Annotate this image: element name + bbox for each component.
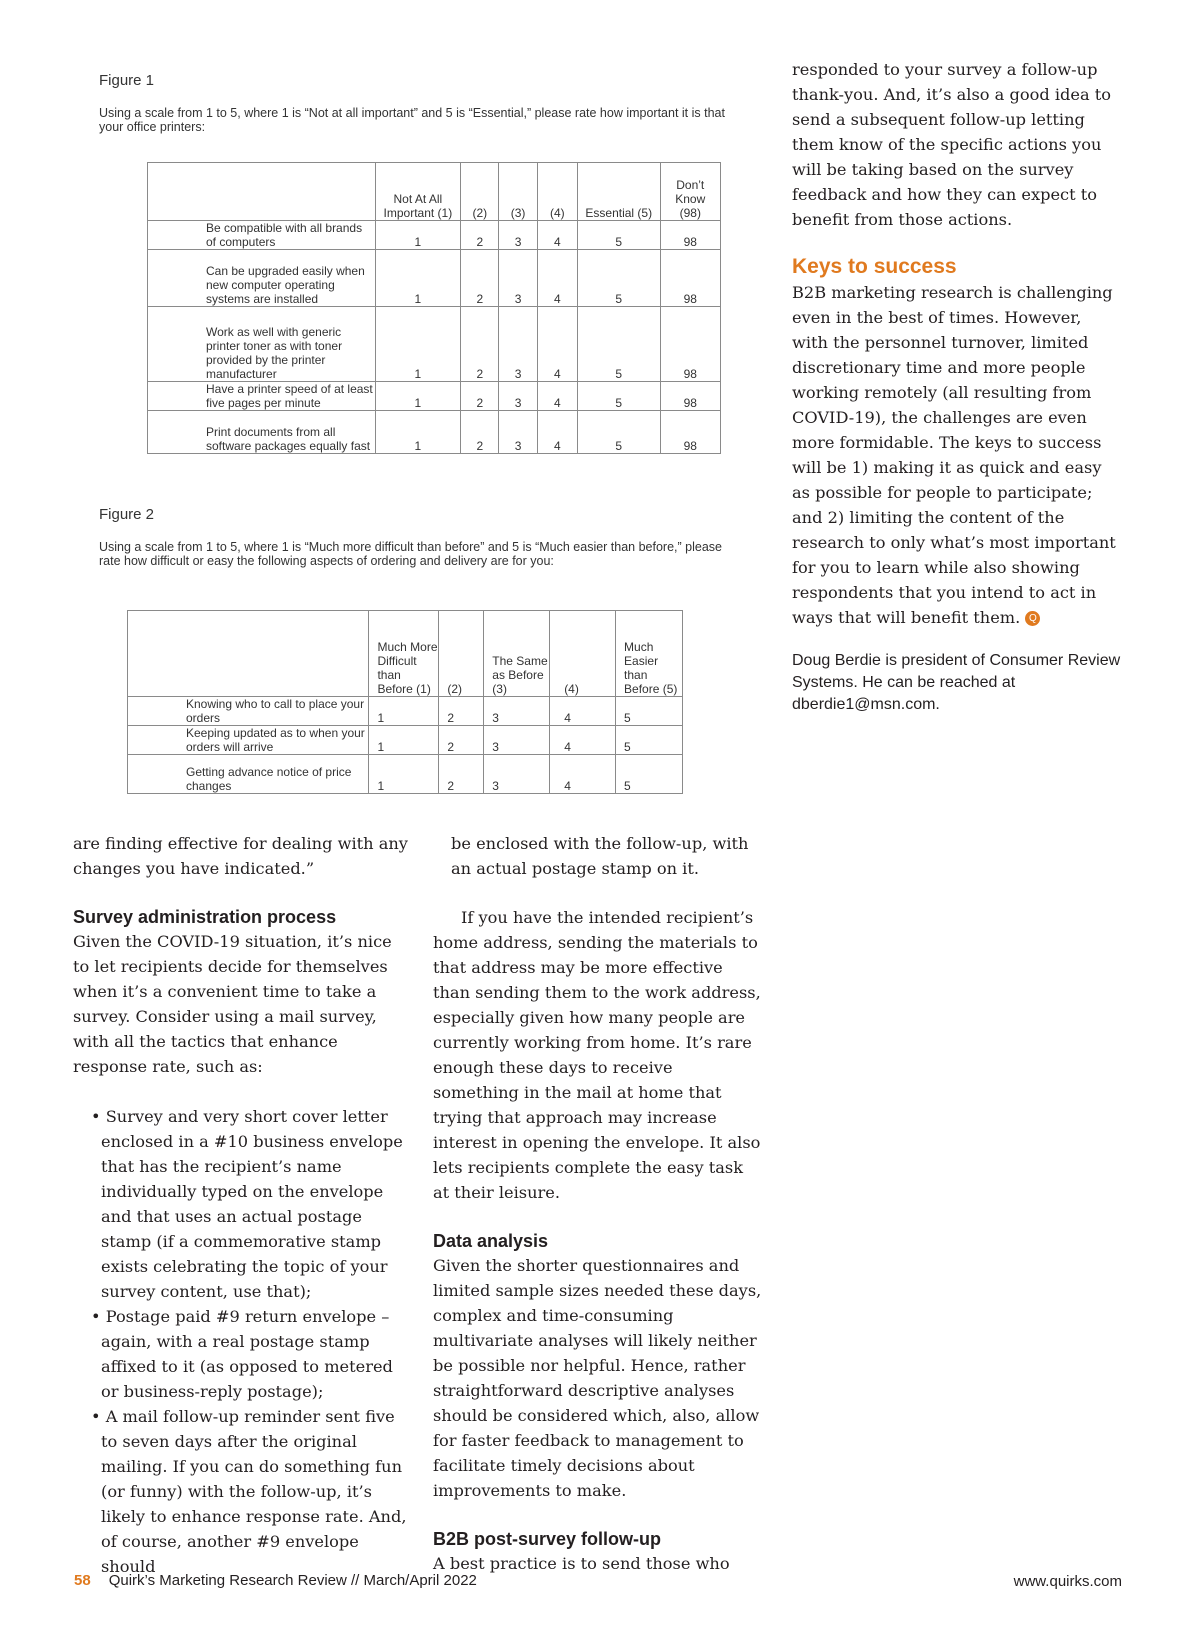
end-mark-icon: Q bbox=[1025, 611, 1040, 626]
figure1-cell: 98 bbox=[660, 250, 720, 307]
figure1-cell: 4 bbox=[537, 411, 577, 454]
figure1-cell: 3 bbox=[499, 250, 537, 307]
figure2-row-label: Knowing who to call to place your orders bbox=[128, 697, 369, 726]
data-analysis-heading: Data analysis bbox=[433, 1231, 549, 1251]
figure1-cell: 3 bbox=[499, 382, 537, 411]
author-bio: Doug Berdie is president of Consumer Review Systems. He can be reached at dberdie1@msn.com. bbox=[792, 652, 1121, 713]
figure1-cell: 3 bbox=[499, 411, 537, 454]
figure1-header: (4) bbox=[537, 163, 577, 221]
table-row bbox=[148, 307, 721, 382]
figure1-cell: 1 bbox=[375, 382, 461, 411]
figure1-cell: 1 bbox=[375, 250, 461, 307]
figure1-cell: 3 bbox=[499, 307, 537, 382]
figure2-cell: 3 bbox=[484, 697, 550, 726]
figure1-cell: 5 bbox=[577, 307, 660, 382]
figure1-table bbox=[147, 162, 721, 454]
figure2-cell: 3 bbox=[484, 755, 550, 794]
figure1-cell: 3 bbox=[499, 221, 537, 250]
figure1-cell: 4 bbox=[537, 307, 577, 382]
figure1-row-label: Can be upgraded easily when new computer operating systems are installed bbox=[148, 250, 376, 307]
survey-administration-paragraph: Given the COVID-19 situation, it’s nice to let recipients decide for themselves when it’s a convenient time to take a survey. Consider using a mail survey, with all the tactics that enhance response rate, such as: bbox=[73, 932, 392, 1076]
figure1-cell: 98 bbox=[660, 382, 720, 411]
page-number: 58 bbox=[74, 1572, 91, 1589]
figure2-cell: 4 bbox=[550, 726, 616, 755]
figure2-cell: 2 bbox=[439, 726, 484, 755]
figure1-cell: 5 bbox=[577, 382, 660, 411]
figure1-header: (3) bbox=[499, 163, 537, 221]
data-analysis-paragraph: Given the shorter questionnaires and limited sample sizes needed these days, complex and time-consuming multivariate analyses will likely neither be possible nor helpful. Hence, rather straightforward descriptive analyses should be considered which, also, allow for faster feedback to management to facilitate timely decisions about improvements to make. bbox=[433, 1256, 762, 1500]
figure2-header-blank bbox=[128, 611, 369, 697]
figure1-cell: 98 bbox=[660, 307, 720, 382]
figure2-cell: 5 bbox=[616, 697, 683, 726]
figure1-cell: 1 bbox=[375, 307, 461, 382]
figure2-header: The Same as Before (3) bbox=[484, 611, 550, 697]
figure1-header-blank bbox=[148, 163, 376, 221]
figure2-table bbox=[127, 610, 683, 794]
table-row bbox=[148, 250, 721, 307]
table-row bbox=[128, 726, 683, 755]
figure1-cell: 1 bbox=[375, 221, 461, 250]
figure2-row-label: Getting advance notice of price changes bbox=[128, 755, 369, 794]
figure2-header: Much Easier than Before (5) bbox=[616, 611, 683, 697]
figure1-cell: 2 bbox=[461, 221, 499, 250]
middle-intro-paragraph: be enclosed with the follow-up, with an actual postage stamp on it. bbox=[451, 834, 749, 878]
figure1-cell: 5 bbox=[577, 250, 660, 307]
post-survey-followup-paragraph: A best practice is to send those who bbox=[433, 1554, 730, 1573]
figure1-cell: 1 bbox=[375, 411, 461, 454]
home-address-paragraph: If you have the intended recipient’s home address, sending the materials to that address may be more effective than sending them to the work address, especially given how many people are currently working from home. It’s rare enough these days to receive something in the mail at home that trying that approach may increase interest in opening the envelope. It also lets recipients complete the easy task at their leisure. bbox=[433, 908, 761, 1202]
figure2-cell: 2 bbox=[439, 755, 484, 794]
figure2-cell: 1 bbox=[369, 726, 439, 755]
figure1-row-label: Have a printer speed of at least five pages per minute bbox=[148, 382, 376, 411]
figure2-cell: 1 bbox=[369, 755, 439, 794]
figure1-header: Don’t Know (98) bbox=[660, 163, 720, 221]
keys-paragraph: B2B marketing research is challenging even in the best of times. However, with the personnel turnover, limited discretionary time and more people working remotely (all resulting from COVID-19), the challenges are even more formidable. The keys to success will be 1) making it as quick and easy as possible for people to participate; and 2) limiting the content of the research to only what’s most important for you to learn while also showing respondents that you intend to act in ways that will benefit them. bbox=[792, 283, 1116, 627]
website-link[interactable]: www.quirks.com bbox=[1013, 1573, 1122, 1590]
figure1-cell: 98 bbox=[660, 411, 720, 454]
figure1-cell: 2 bbox=[461, 382, 499, 411]
figure1-question: Using a scale from 1 to 5, where 1 is “Not at all important” and 5 is “Essential,” please rate how important it is that your office printers: bbox=[99, 106, 725, 134]
figure2-cell: 5 bbox=[616, 726, 683, 755]
table-row bbox=[148, 221, 721, 250]
figure1-cell: 4 bbox=[537, 250, 577, 307]
footer bbox=[74, 1572, 477, 1590]
figure1-row-label: Be compatible with all brands of computers bbox=[148, 221, 376, 250]
left-column bbox=[73, 831, 408, 1579]
left-intro-paragraph: are finding effective for dealing with any changes you have indicated.” bbox=[73, 834, 408, 878]
figure1-row-label: Work as well with generic printer toner as with toner provided by the printer manufacturer bbox=[148, 307, 376, 382]
list-item: • Survey and very short cover letter enclosed in a #10 business envelope that has the recipient’s name individually typed on the envelope and that uses an actual postage stamp (if a commemorative stamp exists celebrating the topic of your survey content, use that); bbox=[91, 1107, 403, 1301]
middle-column bbox=[433, 831, 763, 1576]
figure2-label: Figure 2 bbox=[99, 506, 155, 523]
list-item: • A mail follow-up reminder sent five to seven days after the original mailing. If you can do something fun (or funny) with the follow-up, it’s likely to enhance response rate. And, of course, another #9 envelope should bbox=[91, 1407, 407, 1576]
figure2-cell: 5 bbox=[616, 755, 683, 794]
figure1-cell: 4 bbox=[537, 382, 577, 411]
figure2-header: Much More Difficult than Before (1) bbox=[369, 611, 439, 697]
keys-heading: Keys to success bbox=[792, 255, 957, 278]
figure2-cell: 1 bbox=[369, 697, 439, 726]
figure2-cell: 3 bbox=[484, 726, 550, 755]
table-row bbox=[128, 755, 683, 794]
figure2-cell: 2 bbox=[439, 697, 484, 726]
right-intro-paragraph: responded to your survey a follow-up thank-you. And, it’s also a good idea to send a subsequent follow-up letting them know of the specific actions you will be taking based on the survey feedback and how they can expect to benefit from those actions. bbox=[792, 60, 1112, 229]
figure2-header: (2) bbox=[439, 611, 484, 697]
figure1-cell: 4 bbox=[537, 221, 577, 250]
list-item: • Postage paid #9 return envelope – again, with a real postage stamp affixed to it (as opposed to metered or business-reply postage); bbox=[91, 1307, 393, 1401]
figure1-label: Figure 1 bbox=[99, 72, 155, 89]
figure1-cell: 5 bbox=[577, 221, 660, 250]
figure1-cell: 2 bbox=[461, 250, 499, 307]
figure2-cell: 4 bbox=[550, 697, 616, 726]
figure1-row-label: Print documents from all software packages equally fast bbox=[148, 411, 376, 454]
figure2-header: (4) bbox=[550, 611, 616, 697]
right-column bbox=[792, 57, 1122, 716]
figure1-cell: 2 bbox=[461, 411, 499, 454]
table-row bbox=[128, 697, 683, 726]
bullet-list bbox=[73, 1104, 408, 1579]
figure1-cell: 98 bbox=[660, 221, 720, 250]
figure1-cell: 2 bbox=[461, 307, 499, 382]
figure1-header: Not At All Important (1) bbox=[375, 163, 461, 221]
survey-administration-heading: Survey administration process bbox=[73, 907, 337, 927]
figure1-header: (2) bbox=[461, 163, 499, 221]
post-survey-followup-heading: B2B post-survey follow-up bbox=[433, 1529, 662, 1549]
figure2-question: Using a scale from 1 to 5, where 1 is “Much more difficult than before” and 5 is “Much easier than before,” please rate how difficult or easy the following aspects of ordering and delivery are for you: bbox=[99, 540, 722, 568]
figure1-cell: 5 bbox=[577, 411, 660, 454]
figure1-header: Essential (5) bbox=[577, 163, 660, 221]
figure2-row-label: Keeping updated as to when your orders will arrive bbox=[128, 726, 369, 755]
figure2-cell: 4 bbox=[550, 755, 616, 794]
table-row bbox=[148, 411, 721, 454]
publication-title: Quirk’s Marketing Research Review // March/April 2022 bbox=[108, 1572, 477, 1589]
table-row bbox=[148, 382, 721, 411]
